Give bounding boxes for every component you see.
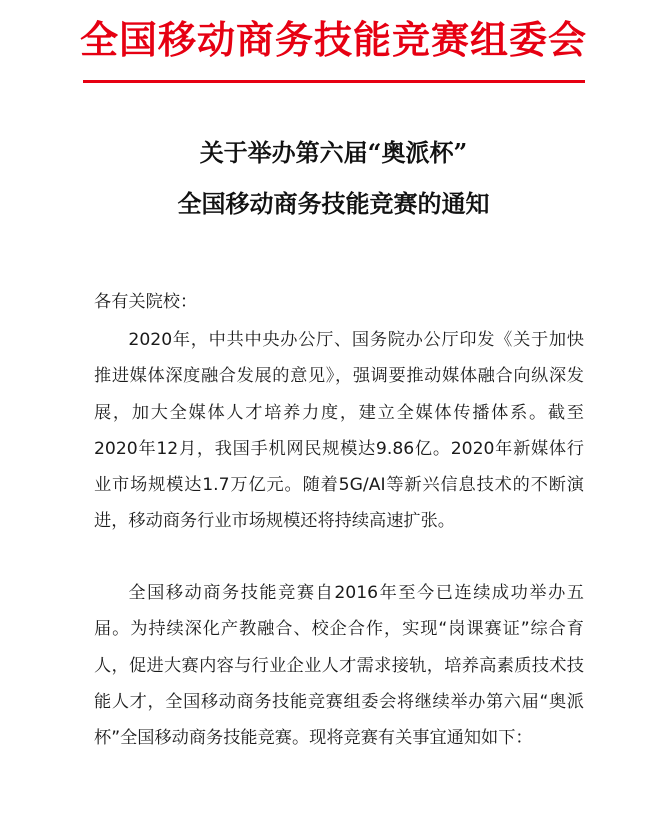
salutation: 各有关院校： <box>94 292 198 312</box>
letterhead-red-rule <box>83 80 585 83</box>
paragraph-2: 全国移动商务技能竞赛自2016年至今已连续成功举办五届。为持续深化产教融合、校企合作，实现“岗课赛证”综合育人，促进大赛内容与行业企业人才需求接轨，培养高素质技术技能人才，全国移动商务技能竞赛组委会将继续举办第六届“奥派杯”全国移动商务技能竞赛。现将竞赛有关事宜通知如下： <box>94 583 584 749</box>
document-title-line-2: 全国移动商务技能竞赛的通知 <box>177 189 490 218</box>
letterhead <box>0 0 667 86</box>
paragraph-1: 2020年，中共中央办公厅、国务院办公厅印发《关于加快推进媒体深度融合发展的意见》，强调要推动媒体融合向纵深发展，加大全媒体人才培养力度，建立全媒体传播体系。截至2020年12月，我国手机网民规模达9.86亿。2020年新媒体行业市场规模达1.7万亿元。随着5G/AI等新兴信息技术的不断演进，移动商务行业市场规模还将持续高速扩张。 <box>94 330 584 532</box>
organization-title: 全国移动商务技能竞赛组委会 <box>79 17 587 62</box>
document-title-line-1: 关于举办第六届“奥派杯” <box>199 138 468 167</box>
